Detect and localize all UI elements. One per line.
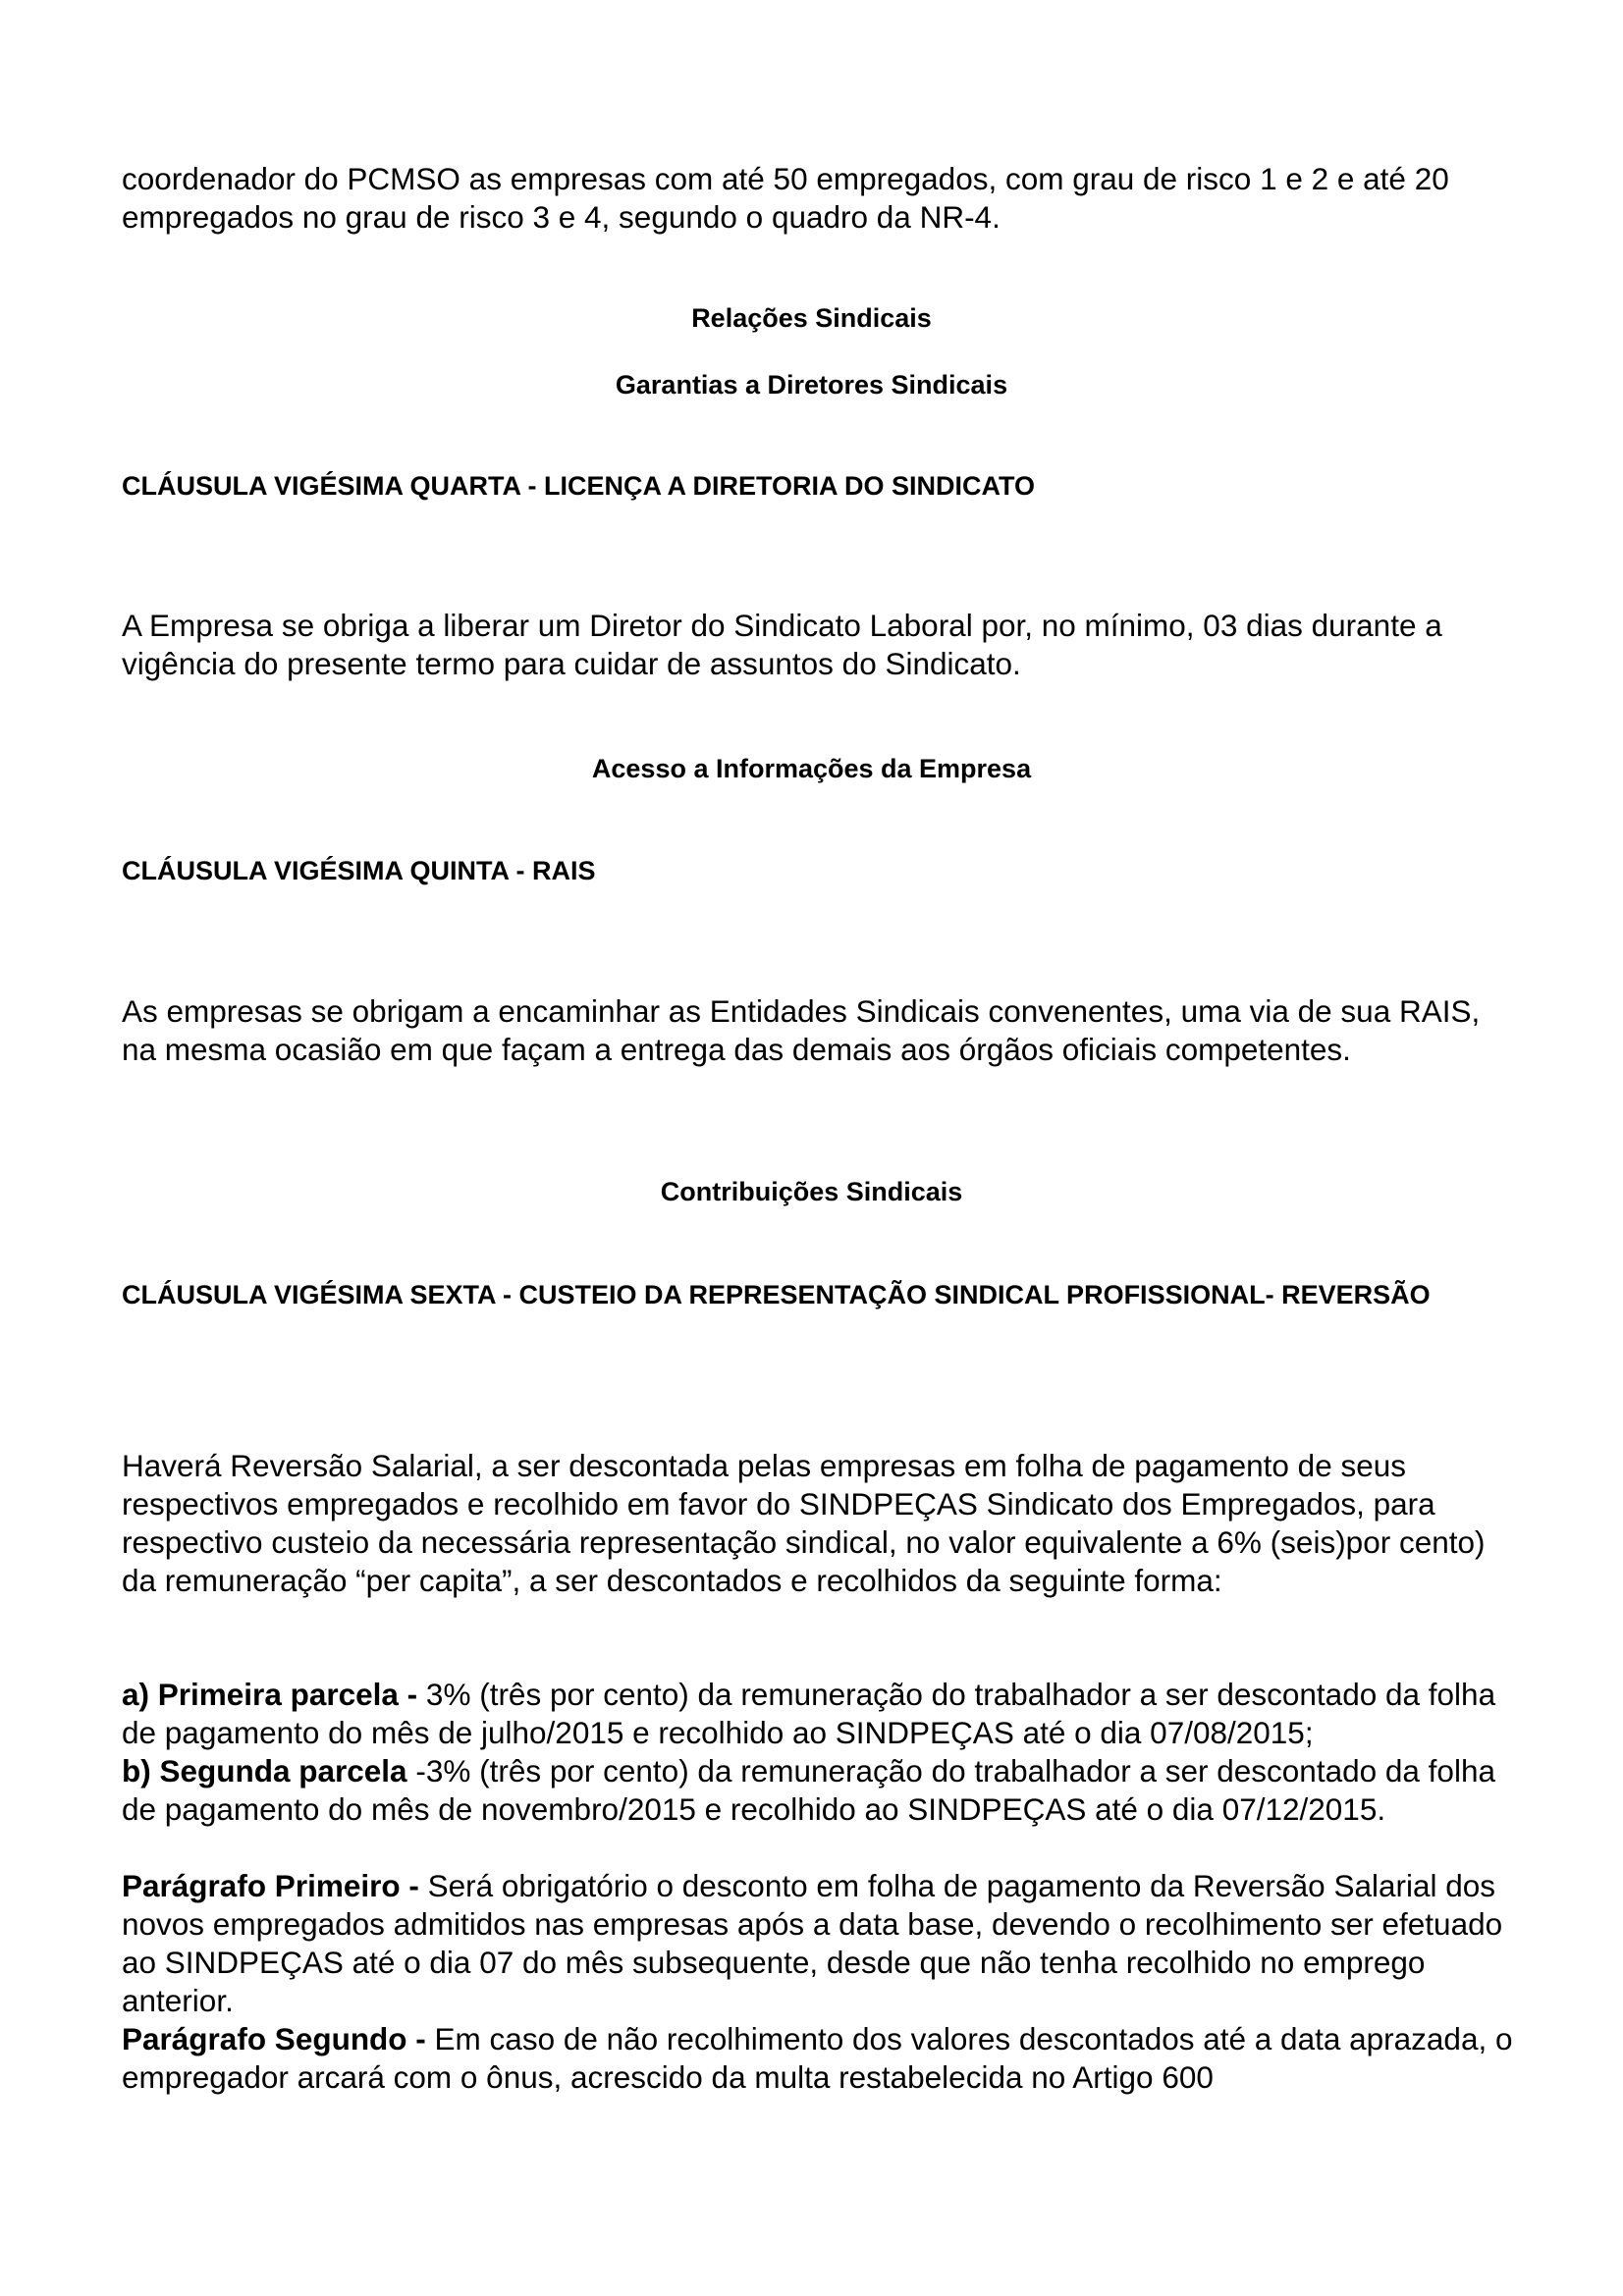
subsection-heading-acesso: Acesso a Informações da Empresa — [591, 754, 1032, 783]
clause-24-title: CLÁUSULA VIGÉSIMA QUARTA - LICENÇA A DIRETORIA DO SINDICATO — [122, 471, 1035, 501]
item-a-label: a) Primeira parcela - — [122, 1677, 418, 1712]
item-b-text: -3% (três por cento) da remuneração do trabalhador a ser descontado da folha de pagamento do mês de novembro/2015 e recolhido ao SINDPEÇAS até o dia 07/12/2015. — [122, 1753, 1495, 1827]
clause-25-paragraph: As empresas se obrigam a encaminhar as Entidades Sindicais convenentes, uma via de sua RAIS, na mesma ocasião em que façam a entrega das demais aos órgãos oficiais competentes. — [122, 993, 1481, 1067]
par2-label: Parágrafo Segundo - — [122, 2021, 426, 2056]
subsection-heading-contribuicoes: Contribuições Sindicais — [660, 1177, 963, 1206]
par1-label: Parágrafo Primeiro - — [122, 1868, 419, 1903]
par2-text: Em caso de não recolhimento dos valores descontados até a data aprazada, o empregador arcará com o ônus, acrescido da multa restabelecida no Artigo 600 — [122, 2021, 1513, 2095]
clause-26-paragraph: Haverá Reversão Salarial, a ser descontada pelas empresas em folha de pagamento de seus respectivos empregados e recolhido em favor do SINDPEÇAS Sindicato dos Empregados, para respectivo custeio da necessária representação sindical, no valor equivalente a 6% (seis)por cento) da remuneração “per capita”, a ser descontados e recolhidos da seguinte forma: — [122, 1448, 1486, 1598]
item-b-label: b) Segunda parcela — [122, 1753, 407, 1789]
clause-26-item-a — [122, 1676, 1516, 1752]
clause-24-paragraph: A Empresa se obriga a liberar um Diretor do Sindicato Laboral por, no mínimo, 03 dias durante a vigência do presente termo para cuidar de assuntos do Sindicato. — [122, 608, 1442, 681]
intro-paragraph: coordenador do PCMSO as empresas com até 50 empregados, com grau de risco 1 e 2 e até 20 empregados no grau de risco 3 e 4, segundo o quadro da NR-4. — [122, 161, 1449, 235]
clause-25-title: CLÁUSULA VIGÉSIMA QUINTA - RAIS — [122, 856, 596, 885]
clause-26-title: CLÁUSULA VIGÉSIMA SEXTA - CUSTEIO DA REPRESENTAÇÃO SINDICAL PROFISSIONAL- REVERSÃO — [122, 1280, 1431, 1309]
par1-text: Será obrigatório o desconto em folha de pagamento da Reversão Salarial dos novos empregados admitidos nas empresas após a data base, devendo o recolhimento ser efetuado ao SINDPEÇAS até o dia 07 do mês subsequente, desde que não tenha recolhido no emprego anterior. — [122, 1868, 1503, 2018]
clause-26-item-b — [122, 1752, 1516, 1829]
clause-26-paragraph-primeiro — [122, 1867, 1516, 2020]
section-heading-relacoes: Relações Sindicais — [691, 303, 932, 333]
item-a-text: 3% (três por cento) da remuneração do trabalhador a ser descontado da folha de pagamento do mês de julho/2015 e recolhido ao SINDPEÇAS até o dia 07/08/2015; — [122, 1677, 1496, 1750]
clause-26-paragraph-segundo — [122, 2020, 1516, 2097]
subsection-heading-garantias: Garantias a Diretores Sindicais — [615, 370, 1008, 400]
